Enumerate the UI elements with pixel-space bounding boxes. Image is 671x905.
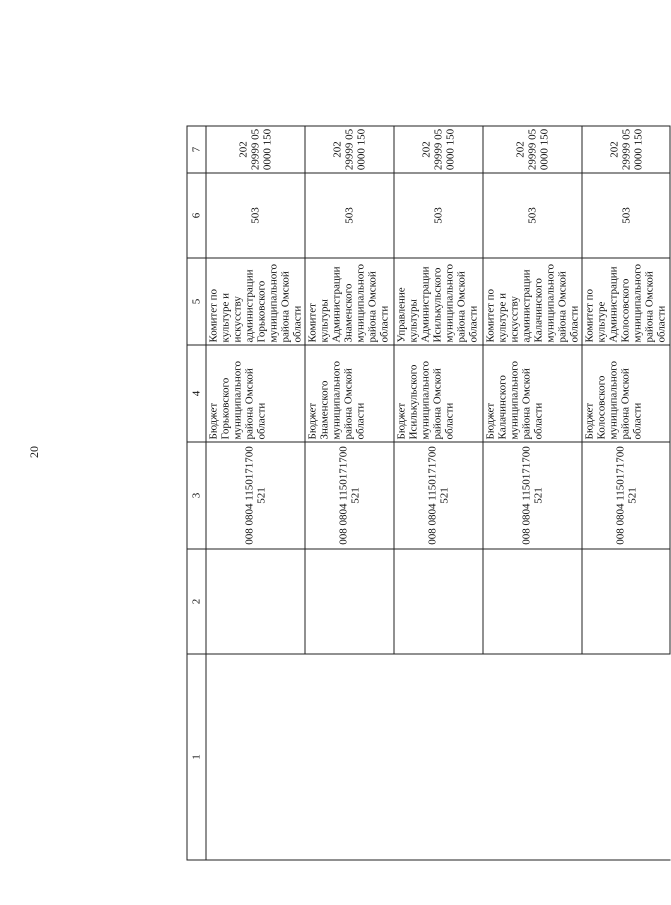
- table-cell-empty: [483, 654, 582, 860]
- table-cell-empty: [305, 654, 394, 860]
- code-cell: 008 0804 1150171700 521: [394, 442, 483, 549]
- classification-code-cell: 202 29999 05 0000 150: [483, 126, 582, 173]
- classification-code-cell: 202 29999 05 0000 150: [206, 126, 305, 173]
- number-cell: 503: [394, 173, 483, 258]
- committee-cell: Комитет по культуре и искусству администрации Калачинского муниципального района Омской области: [483, 258, 582, 345]
- column-header: 1: [187, 654, 206, 860]
- number-cell: 503: [582, 173, 670, 258]
- table-cell-empty: [394, 549, 483, 654]
- table-row: [206, 126, 305, 860]
- table-row: [582, 126, 670, 860]
- committee-cell: Комитет культуры Администрации Знаменского муниципального района Омской области: [305, 258, 394, 345]
- committee-cell: Комитет по культуре Администрации Колосовского муниципального района Омской области: [582, 258, 670, 345]
- code-cell: 008 0804 1150171700 521: [483, 442, 582, 549]
- budget-cell: Бюджет Исилькульского муниципального района Омской области: [394, 345, 483, 442]
- classification-code-cell: 202 29999 05 0000 150: [394, 126, 483, 173]
- table-cell-empty: [305, 549, 394, 654]
- column-header: 2: [187, 549, 206, 654]
- code-cell: 008 0804 1150171700 521: [582, 442, 670, 549]
- column-header: 3: [187, 442, 206, 549]
- table-row: [483, 126, 582, 860]
- budget-cell: Бюджет Горьковского муниципального района Омской области: [206, 345, 305, 442]
- number-cell: 503: [305, 173, 394, 258]
- classification-code-cell: 202 29999 05 0000 150: [305, 126, 394, 173]
- table-cell-empty: [582, 549, 670, 654]
- table-row: [305, 126, 394, 860]
- budget-cell: Бюджет Колосовского муниципального района Омской области: [582, 345, 670, 442]
- committee-cell: Комитет по культуре и искусству администрации Горьковского муниципального района Омской области: [206, 258, 305, 345]
- column-header: 4: [187, 345, 206, 442]
- table-cell-empty: [582, 654, 670, 860]
- budget-table: [187, 125, 671, 860]
- table-row: [394, 126, 483, 860]
- table-cell-empty: [394, 654, 483, 860]
- budget-cell: Бюджет Калачинского муниципального района Омской области: [483, 345, 582, 442]
- page-number: 20: [27, 446, 41, 458]
- table-cell-empty: [206, 654, 305, 860]
- committee-cell: Управление культуры Администрации Исилькульского муниципального района Омской области: [394, 258, 483, 345]
- table-cell-empty: [206, 549, 305, 654]
- column-header: 5: [187, 258, 206, 345]
- budget-cell: Бюджет Знаменского муниципального района Омской области: [305, 345, 394, 442]
- number-cell: 503: [483, 173, 582, 258]
- classification-code-cell: 202 29999 05 0000 150: [582, 126, 670, 173]
- column-header: 7: [187, 126, 206, 173]
- column-header: 6: [187, 173, 206, 258]
- table-cell-empty: [483, 549, 582, 654]
- code-cell: 008 0804 1150171700 521: [305, 442, 394, 549]
- code-cell: 008 0804 1150171700 521: [206, 442, 305, 549]
- table-header-row: [187, 126, 206, 860]
- number-cell: 503: [206, 173, 305, 258]
